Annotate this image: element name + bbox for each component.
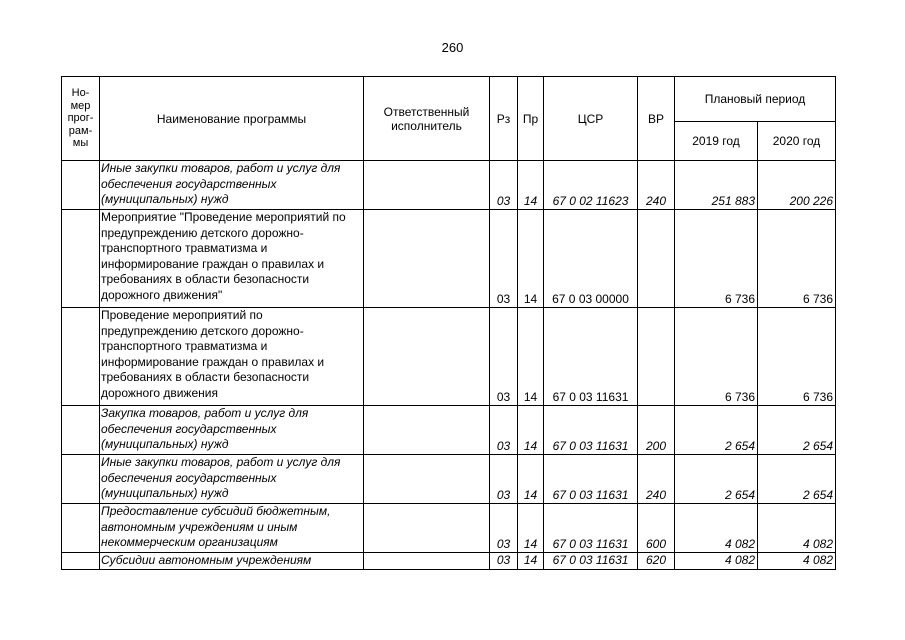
rz-cell: 03: [490, 504, 518, 553]
vr-cell: 200: [638, 406, 675, 455]
program-number-cell: [62, 308, 100, 406]
header-vr: ВР: [638, 77, 675, 161]
header-year-2019: 2019 год: [675, 122, 758, 161]
program-name-cell: Иные закупки товаров, работ и услуг для обеспечения государственных (муниципальных) нужд: [100, 161, 364, 210]
program-number-cell: [62, 161, 100, 210]
executor-cell: [364, 406, 490, 455]
executor-cell: [364, 210, 490, 308]
header-program-name: Наименование программы: [100, 77, 364, 161]
rz-cell: 03: [490, 553, 518, 570]
program-number-cell: [62, 406, 100, 455]
executor-cell: [364, 161, 490, 210]
page-number: 260: [441, 40, 464, 55]
header-csr: ЦСР: [544, 77, 638, 161]
amount-2020-cell: 4 082: [758, 504, 836, 553]
header-year-2020: 2020 год: [758, 122, 836, 161]
csr-cell: 67 0 03 11631: [544, 308, 638, 406]
pr-cell: 14: [518, 455, 544, 504]
table-row: [62, 308, 836, 406]
program-name-cell: Иные закупки товаров, работ и услуг для обеспечения государственных (муниципальных) нужд: [100, 455, 364, 504]
program-number-cell: [62, 455, 100, 504]
pr-cell: 14: [518, 504, 544, 553]
amount-2019-cell: 251 883: [675, 161, 758, 210]
table-row: [62, 553, 836, 570]
csr-cell: 67 0 03 00000: [544, 210, 638, 308]
rz-cell: 03: [490, 455, 518, 504]
rz-cell: 03: [490, 406, 518, 455]
executor-cell: [364, 553, 490, 570]
pr-cell: 14: [518, 406, 544, 455]
table-row: [62, 210, 836, 308]
amount-2019-cell: 4 082: [675, 504, 758, 553]
executor-cell: [364, 308, 490, 406]
csr-cell: 67 0 03 11631: [544, 406, 638, 455]
budget-table: [61, 76, 836, 570]
amount-2020-cell: 2 654: [758, 406, 836, 455]
amount-2019-cell: 6 736: [675, 308, 758, 406]
amount-2019-cell: 4 082: [675, 553, 758, 570]
amount-2020-cell: 6 736: [758, 210, 836, 308]
program-name-cell: Субсидии автономным учреждениям: [100, 553, 364, 570]
table-row: [62, 455, 836, 504]
program-name-cell: Предоставление субсидий бюджетным, автономным учреждениям и иным некоммерческим организациям: [100, 504, 364, 553]
pr-cell: 14: [518, 553, 544, 570]
pr-cell: 14: [518, 308, 544, 406]
vr-cell: [638, 308, 675, 406]
vr-cell: [638, 210, 675, 308]
program-name-cell: Мероприятие "Проведение мероприятий по предупреждению детского дорожно-транспортного травматизма и информирование граждан о правилах и требованиях в области безопасности дорожного движения": [100, 210, 364, 308]
amount-2020-cell: 2 654: [758, 455, 836, 504]
vr-cell: 240: [638, 455, 675, 504]
table-row: [62, 406, 836, 455]
executor-cell: [364, 455, 490, 504]
program-name-cell: Закупка товаров, работ и услуг для обеспечения государственных (муниципальных) нужд: [100, 406, 364, 455]
vr-cell: 240: [638, 161, 675, 210]
program-name-cell: Проведение мероприятий по предупреждению детского дорожно-транспортного травматизма и информирование граждан о правилах и требованиях в области безопасности дорожного движения: [100, 308, 364, 406]
rz-cell: 03: [490, 308, 518, 406]
program-number-cell: [62, 553, 100, 570]
amount-2019-cell: 6 736: [675, 210, 758, 308]
vr-cell: 600: [638, 504, 675, 553]
csr-cell: 67 0 02 11623: [544, 161, 638, 210]
header-planning-period: Плановый период: [675, 77, 836, 122]
csr-cell: 67 0 03 11631: [544, 455, 638, 504]
amount-2019-cell: 2 654: [675, 455, 758, 504]
program-number-cell: [62, 210, 100, 308]
vr-cell: 620: [638, 553, 675, 570]
csr-cell: 67 0 03 11631: [544, 553, 638, 570]
rz-cell: 03: [490, 210, 518, 308]
csr-cell: 67 0 03 11631: [544, 504, 638, 553]
header-rz: Рз: [490, 77, 518, 161]
amount-2020-cell: 200 226: [758, 161, 836, 210]
pr-cell: 14: [518, 210, 544, 308]
rz-cell: 03: [490, 161, 518, 210]
executor-cell: [364, 504, 490, 553]
amount-2020-cell: 4 082: [758, 553, 836, 570]
amount-2019-cell: 2 654: [675, 406, 758, 455]
table-row: [62, 161, 836, 210]
header-program-number: Но- мер прог- рам- мы: [62, 77, 100, 161]
table-row: [62, 504, 836, 553]
amount-2020-cell: 6 736: [758, 308, 836, 406]
header-executor: Ответственный исполнитель: [364, 77, 490, 161]
program-number-cell: [62, 504, 100, 553]
pr-cell: 14: [518, 161, 544, 210]
header-pr: Пр: [518, 77, 544, 161]
